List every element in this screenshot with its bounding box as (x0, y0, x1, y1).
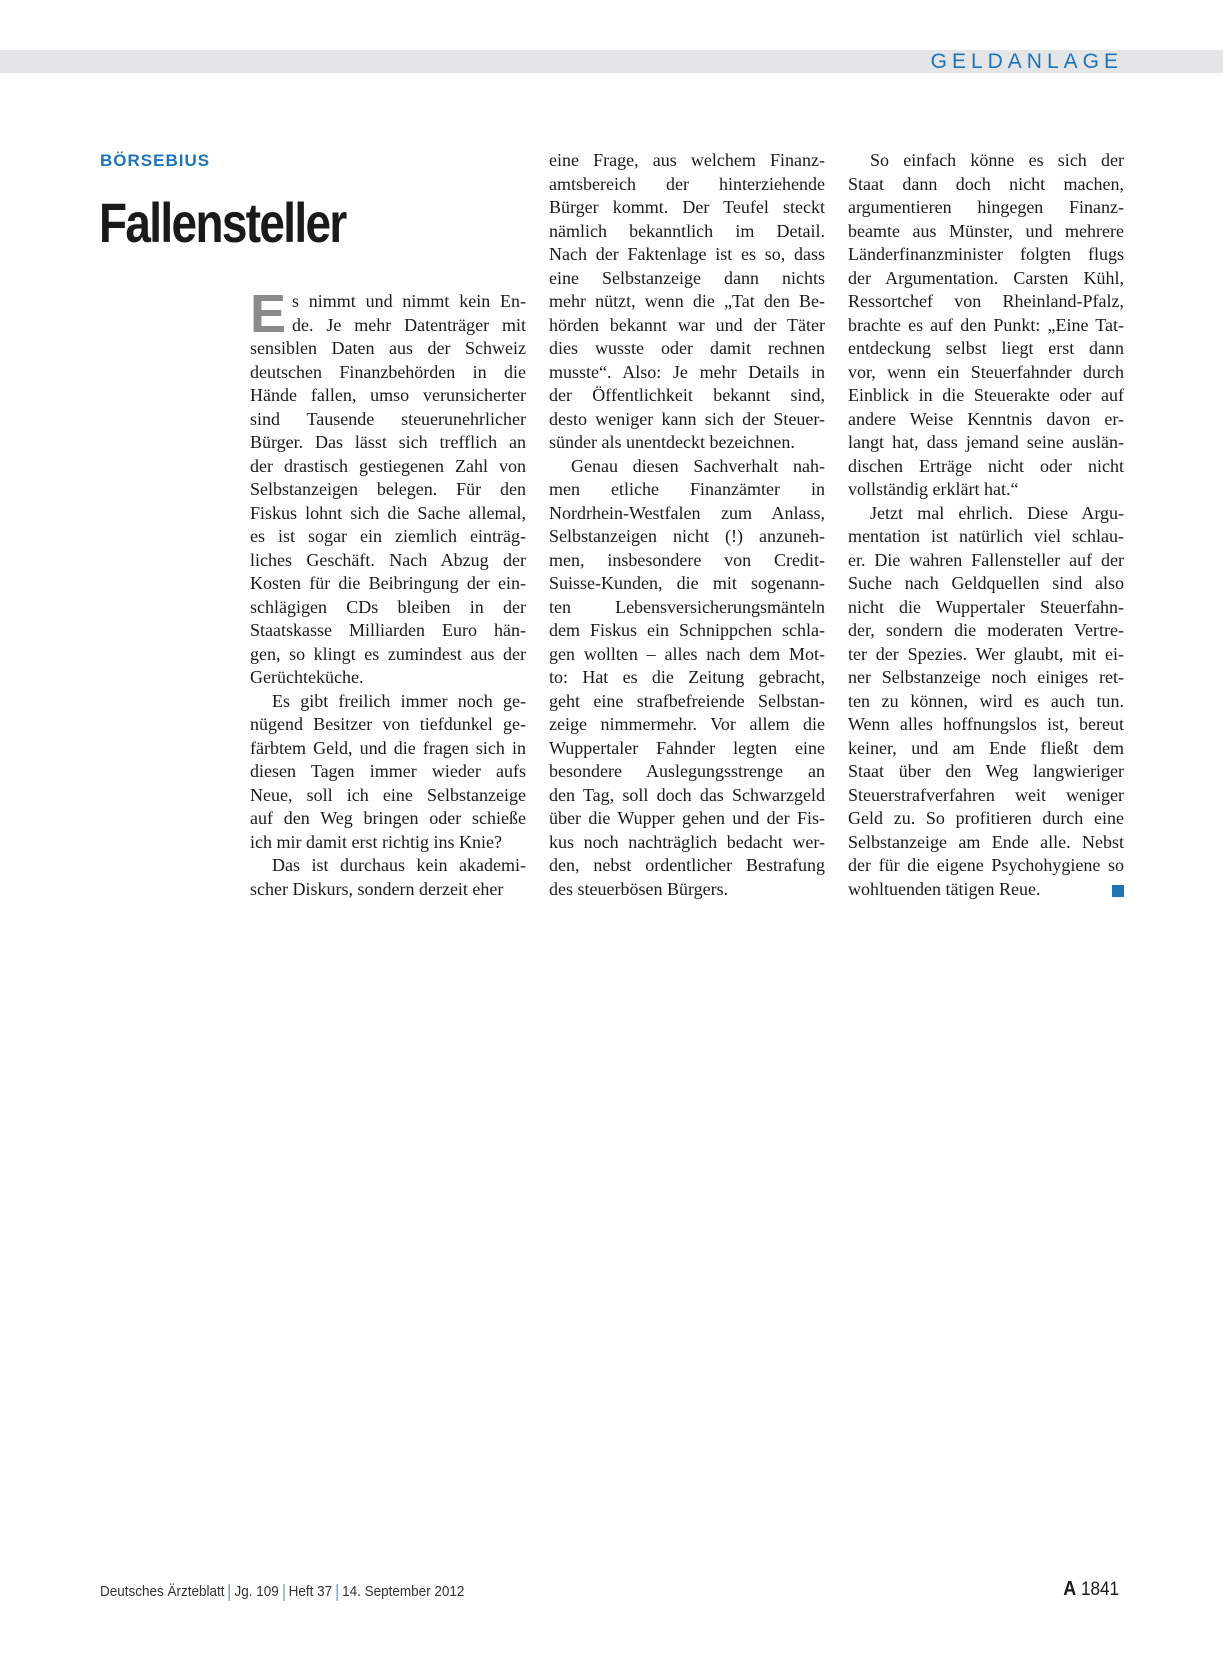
text-line: sünder als unentdeckt bezeichnen. (549, 432, 795, 452)
text-line: ter der Spezies. Wer glaubt, mit ei- (848, 643, 1124, 664)
footer-separator (337, 1584, 338, 1601)
footer-separator (229, 1584, 230, 1601)
text-line: entdeckung selbst liegt erst dann (848, 338, 1124, 358)
text-line: deutschen Finanzbehörden in die (250, 361, 526, 382)
text-line: Einblick in die Steuerakte oder auf (848, 385, 1124, 405)
text-line: So einfach könne es sich der (870, 150, 1124, 170)
text-line: dem Fiskus ein Schnippchen schla- (549, 620, 825, 640)
text-line: Nordrhein-Westfalen zum Anlass, (549, 502, 825, 523)
text-line: kus noch nachträglich bedacht wer- (549, 831, 825, 852)
text-line: Neue, soll ich eine Selbstanzeige (250, 784, 526, 805)
text-line: de. Je mehr Datenträger mit (292, 314, 526, 335)
text-line: geht eine strafbefreiende Selbstan- (549, 690, 825, 711)
text-line: Staatskasse Milliarden Euro hän- (250, 620, 526, 640)
text-line: Kosten für die Beibringung der ein- (250, 573, 526, 593)
footer-date: 14. September 2012 (342, 1583, 465, 1600)
text-line: to: Hat es die Zeitung gebracht, (549, 667, 825, 687)
text-line: vor, wenn ein Steuerfahnder durch (848, 361, 1124, 382)
text-line: Jetzt mal ehrlich. Diese Argu- (870, 502, 1124, 523)
text-line: es ist sogar ein ziemlich einträg- (250, 526, 526, 546)
text-line: Hände fallen, umso verunsicherter (250, 385, 526, 405)
text-line: gen, so klingt es zumindest aus der (250, 643, 526, 664)
text-line: men, insbesondere von Credit- (549, 549, 825, 570)
text-line: dies wusste oder damit rechnen (549, 338, 825, 358)
text-line: färbtem Geld, und die fragen sich in (250, 737, 526, 758)
text-line: andere Weise Kenntnis davon er- (848, 408, 1124, 429)
text-line: Suisse-Kunden, die mit sogenann- (549, 573, 825, 593)
text-line: Fiskus lohnt sich die Sache allemal, (250, 502, 526, 523)
text-line: nicht die Wuppertaler Steuerfahn- (848, 596, 1124, 617)
page-number (1063, 1578, 1119, 1601)
text-line: beamte aus Münster, und mehrere (848, 220, 1124, 241)
footer-issue: Heft 37 (288, 1583, 333, 1600)
article-column-3 (848, 149, 1124, 901)
text-line: sind Tausende steuerunehrlicher (250, 408, 526, 429)
text-line: Selbstanzeige am Ende alle. Nebst (848, 831, 1124, 852)
page-footer (100, 1583, 464, 1601)
text-line: nügend Besitzer von tiefdunkel ge- (250, 714, 526, 734)
text-line: Das ist durchaus kein akademi- (272, 855, 526, 875)
text-line: über die Wupper gehen und der Fis- (549, 808, 825, 828)
text-line: langt hat, dass jemand seine auslän- (848, 432, 1124, 452)
drop-cap: E (250, 284, 287, 344)
text-line: Selbstanzeigen nicht (!) anzuneh- (549, 526, 825, 546)
text-line: gen wollten – alles nach dem Mot- (549, 643, 825, 664)
text-line: Bürger kommt. Der Teufel steckt (549, 197, 825, 217)
text-line: der drastisch gestiegenen Zahl von (250, 455, 526, 476)
text-line: desto weniger kann sich der Steuer- (549, 408, 825, 429)
text-line: Genau diesen Sachverhalt nah- (571, 455, 825, 476)
text-line: Gerüchteküche. (250, 667, 364, 687)
text-line: Selbstanzeigen belegen. Für den (250, 479, 526, 499)
section-label: GELDANLAGE (930, 50, 1123, 73)
text-line: keiner, und am Ende fließt dem (848, 737, 1124, 758)
text-line: diesen Tagen immer wieder aufs (250, 761, 526, 781)
text-line: schlägigen CDs bleiben in der (250, 596, 526, 617)
page-number-value: 1841 (1080, 1579, 1119, 1600)
end-of-article-square (1112, 885, 1124, 897)
article-column-2 (549, 149, 825, 901)
text-line: des steuerbösen Bürgers. (549, 878, 729, 899)
footer-separator (283, 1584, 284, 1601)
text-line: Wuppertaler Fahnder legten eine (549, 737, 825, 758)
text-line: der Öffentlichkeit bekannt sind, (549, 385, 825, 405)
text-line: er. Die wahren Fallensteller auf der (848, 549, 1124, 570)
text-line: den, nebst ordentlicher Bestrafung (549, 855, 825, 875)
text-line: mehr nützt, wenn die „Tat den Be- (549, 291, 825, 311)
text-line: musste“. Also: Je mehr Details in (549, 361, 825, 382)
text-line: liches Geschäft. Nach Abzug der (250, 549, 526, 570)
article-kicker: BÖRSEBIUS (100, 151, 211, 170)
text-line: Bürger. Das lässt sich trefflich an (250, 432, 526, 452)
text-line: der Argumentation. Carsten Kühl, (848, 267, 1124, 288)
text-line: hörden bekannt war und der Täter (549, 314, 825, 335)
text-line: auf den Weg bringen oder schieße (250, 808, 526, 828)
text-line: ten zu können, wird es auch tun. (848, 690, 1124, 711)
text-line: Staat über den Weg langwieriger (848, 761, 1124, 781)
text-line: Geld zu. So profitieren durch eine (848, 808, 1124, 828)
text-line: eine Selbstanzeige dann nichts (549, 267, 825, 288)
text-line: scher Diskurs, sondern derzeit eher (250, 878, 504, 899)
text-line: Nach der Faktenlage ist es so, dass (549, 244, 825, 264)
text-line: der, sondern die moderaten Vertre- (848, 620, 1124, 640)
article-column-1 (250, 284, 526, 901)
text-line: Länderfinanzminister folgten flugs (848, 244, 1124, 264)
text-line: s nimmt und nimmt kein En- (292, 291, 526, 311)
text-line: eine Frage, aus welchem Finanz- (549, 150, 825, 170)
text-line: ner Selbstanzeige noch einiges ret- (848, 667, 1124, 687)
text-line: mentation ist natürlich viel schlau- (848, 526, 1124, 546)
text-line: vollständig erklärt hat.“ (848, 479, 1019, 499)
article-headline: Fallensteller (99, 191, 346, 254)
text-line: wohltuenden tätigen Reue. (848, 878, 1041, 899)
text-line: Suche nach Geldquellen sind also (848, 573, 1124, 593)
text-line: der für die eigene Psychohygiene so (848, 855, 1124, 875)
text-line: nämlich bekanntlich im Detail. (549, 220, 825, 241)
text-line: den Tag, soll doch das Schwarzgeld (549, 784, 825, 805)
text-line: dischen Erträge nicht oder nicht (848, 455, 1124, 476)
text-line: Steuerstrafverfahren weit weniger (848, 784, 1124, 805)
text-line: Staat dann doch nicht machen, (848, 173, 1124, 194)
text-line: Ressortchef von Rheinland-Pfalz, (848, 291, 1124, 311)
text-line: brachte es auf den Punkt: „Eine Tat- (848, 314, 1124, 335)
text-line: zeige nimmermehr. Vor allem die (549, 714, 825, 734)
text-line: ten Lebensversicherungsmänteln (549, 596, 825, 617)
text-line: amtsbereich der hinterziehende (549, 173, 825, 194)
text-line: Es gibt freilich immer noch ge- (272, 690, 526, 711)
page-prefix: A (1063, 1578, 1077, 1600)
footer-journal: Deutsches Ärzteblatt (100, 1583, 225, 1600)
text-line: argumentieren hingegen Finanz- (848, 197, 1124, 217)
footer-volume: Jg. 109 (234, 1583, 279, 1600)
text-line: Wenn alles hoffnungslos ist, bereut (848, 714, 1124, 734)
text-line: sensiblen Daten aus der Schweiz (250, 338, 526, 358)
text-line: besondere Auslegungsstrenge an (549, 761, 825, 781)
text-line: men etliche Finanzämter in (549, 479, 825, 499)
text-line: ich mir damit erst richtig ins Knie? (250, 831, 502, 852)
